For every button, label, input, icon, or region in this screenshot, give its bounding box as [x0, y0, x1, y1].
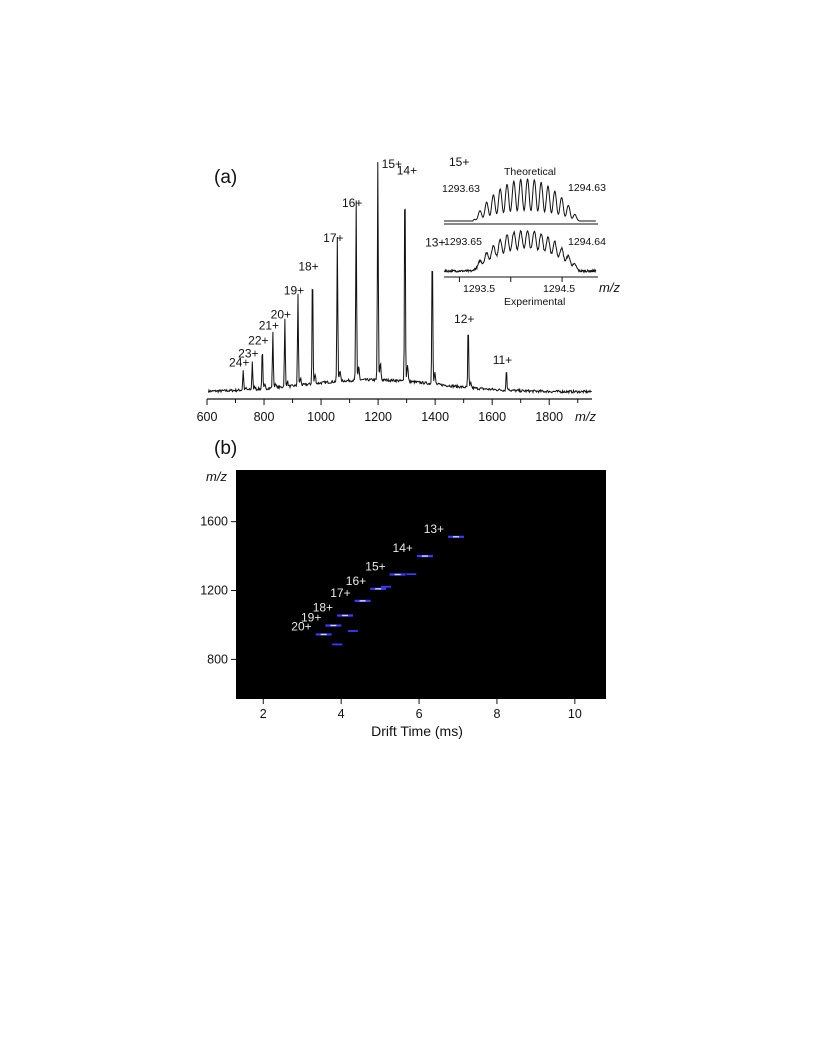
inset-x-ticks [459, 277, 562, 282]
heatmap-charge-label: 14+ [392, 541, 413, 556]
heatmap-y-axis-label: m/z [206, 469, 227, 484]
x-tick-label: 600 [196, 410, 218, 424]
x-tick-label: 1800 [535, 410, 564, 424]
inset-tick-label-1: 1293.5 [463, 283, 496, 295]
peak-charge-label: 15+ [381, 157, 403, 171]
x-axis-ticks [197, 399, 578, 424]
panel-b-label: (b) [214, 438, 238, 459]
peak-charge-label: 20+ [270, 307, 292, 322]
x-tick-label: 10 [567, 707, 582, 721]
peak-charge-label: 22+ [248, 333, 269, 348]
experimental-peak-right: 1294.64 [568, 236, 606, 248]
heatmap-charge-label: 17+ [330, 585, 351, 600]
peak-charge-label: 14+ [396, 163, 418, 178]
heatmap-charge-label: 19+ [301, 610, 322, 625]
inset-tick-label-2: 1294.5 [543, 283, 576, 295]
inset-x-axis-label: m/z [599, 280, 620, 295]
peak-charge-label: 18+ [298, 259, 319, 274]
peak-charge-label: 24+ [229, 355, 250, 370]
x-axis-label: m/z [575, 409, 596, 424]
theoretical-peak-right: 1294.63 [568, 182, 606, 194]
heatmap-charge-label: 18+ [312, 600, 334, 615]
x-tick-label: 1200 [364, 410, 393, 424]
peak-charge-label: 16+ [341, 196, 363, 211]
x-tick-label: 1600 [478, 410, 507, 424]
heatmap-x-axis-label: Drift Time (ms) [371, 723, 463, 739]
peak-charge-label: 17+ [323, 231, 344, 246]
peak-charge-label: 23+ [238, 346, 259, 361]
heatmap-background [236, 470, 606, 699]
heatmap-charge-label: 20+ [291, 619, 312, 634]
inset-theoretical-label: Theoretical [504, 166, 556, 178]
x-tick-label: 8 [493, 707, 501, 721]
panel-a-mass-spectrum [197, 155, 621, 424]
panel-a-label: (a) [214, 167, 238, 188]
theoretical-peak-left: 1293.63 [442, 183, 480, 195]
x-tick-label: 4 [337, 707, 345, 721]
heatmap-y-ticks [200, 515, 236, 667]
y-tick-label: 1600 [200, 514, 228, 529]
peak-charge-label: 13+ [425, 235, 446, 250]
panel-b-drift-heatmap [200, 438, 606, 739]
peak-charge-label: 12+ [454, 311, 475, 326]
peak-charge-label: 19+ [283, 283, 305, 298]
x-tick-label: 1400 [421, 410, 450, 424]
peak-charge-label: 11+ [492, 353, 513, 368]
x-tick-label: 1000 [307, 410, 335, 424]
peak-charge-label: 21+ [258, 318, 280, 333]
heatmap-charge-label: 15+ [365, 559, 386, 574]
x-tick-label: 800 [253, 410, 275, 424]
x-tick-label: 6 [415, 707, 423, 721]
heatmap-x-ticks [260, 699, 582, 721]
x-tick-label: 2 [259, 707, 267, 721]
experimental-peak-left: 1293.65 [444, 236, 482, 248]
heatmap-charge-label: 13+ [423, 521, 445, 536]
heatmap-charge-label: 16+ [345, 573, 367, 588]
y-tick-label: 1200 [200, 583, 228, 598]
isotope-inset [442, 155, 620, 308]
inset-experimental-label: Experimental [504, 296, 566, 308]
inset-charge-label: 15+ [449, 155, 470, 169]
y-tick-label: 800 [207, 652, 228, 667]
